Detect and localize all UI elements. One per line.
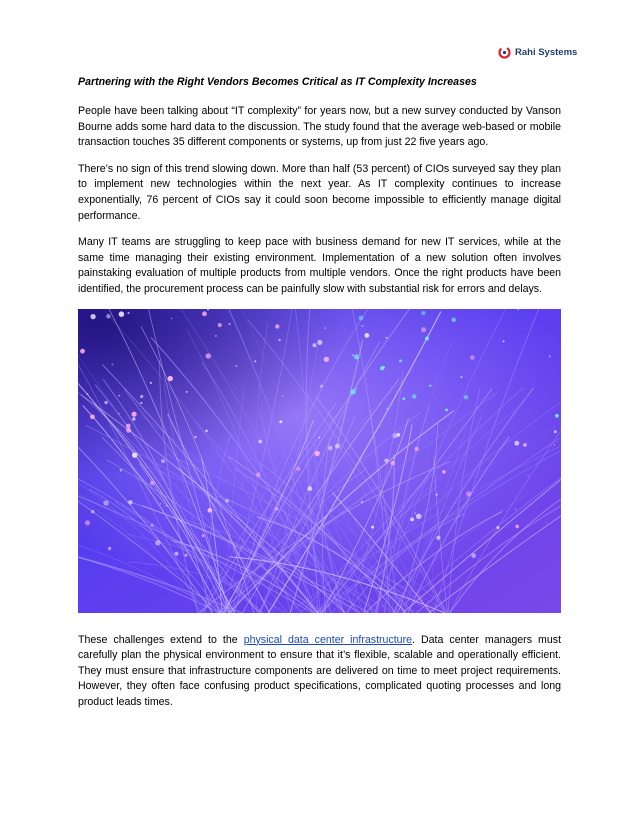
fiber-light-point	[132, 417, 136, 421]
fiber-light-point	[104, 400, 107, 403]
fiber-light-point	[451, 317, 456, 322]
fiber-light-point	[514, 440, 519, 445]
fiber-light-point	[91, 509, 95, 513]
fiber-light-point	[132, 411, 137, 416]
fiber-light-point	[256, 472, 261, 477]
fiber-light-point	[352, 354, 354, 356]
fiber-light-point	[263, 541, 264, 542]
fiber-light-point	[313, 343, 317, 347]
fiber-light-point	[90, 414, 95, 419]
fiber-light-point	[279, 420, 282, 423]
fiber-light-point	[421, 327, 426, 332]
paragraph-4-end: . Data center managers must carefully plan the physical environment to ensure that it’s flexible, scalable and operationally efficient. They must ensure that infrastructure components are delivered on time to meet project requirements. However, they often face confusing product specifications, complicated quoting processes and long product leads times.	[78, 633, 562, 708]
fiber-light-point	[202, 311, 207, 316]
fiber-light-point	[382, 365, 385, 368]
paragraph-4-start: These challenges extend to the	[78, 633, 244, 646]
fiber-light-point	[466, 491, 471, 496]
fiber-light-point	[396, 432, 400, 436]
fiber-light-point	[402, 397, 405, 400]
fiber-light-point	[399, 359, 402, 362]
fiber-light-point	[320, 384, 323, 387]
fiber-light-point	[502, 340, 504, 342]
fiber-light-point	[118, 413, 119, 414]
fiber-light-point	[128, 312, 130, 314]
fiber-light-point	[275, 507, 279, 511]
fiber-light-point	[555, 413, 559, 417]
fiber-light-point	[85, 520, 90, 525]
fiber-light-point	[206, 353, 211, 358]
article-title: Partnering with the Right Vendors Becomes Critical as IT Complexity Increases	[78, 76, 477, 88]
fiber-light-point	[140, 394, 143, 397]
fiber-light-point	[228, 323, 230, 325]
paragraph-1: People have been talking about “IT complexity” for years now, but a new survey conducted by Vanson Bourne adds some hard data to the discussion. The study found that the average web-based or mobile transaction touches 35 different components or systems, up from just 22 five years ago.	[78, 105, 561, 149]
fiber-light-point	[412, 394, 416, 398]
fiber-light-point	[174, 551, 178, 555]
fiber-light-point	[208, 507, 213, 512]
company-logo	[498, 46, 577, 59]
logo-text: Rahi Systems	[515, 47, 578, 58]
fiber-light-point	[168, 375, 173, 380]
fiber-light-point	[436, 535, 440, 539]
fiber-light-point	[278, 338, 280, 340]
fiber-light-point	[242, 482, 243, 483]
fiber-light-point	[359, 315, 364, 320]
paragraph-3: Many IT teams are struggling to keep pace with business demand for new IT services, while at the same time managing their existing environment. Implementation of a new solution often involves painstaking evaluation of multiple products from multiple vendors. Once the right products have been identified, the procurement process can be painfully slow with substantial risk for errors and delays.	[78, 236, 561, 295]
fiber-light-point	[414, 512, 416, 514]
fiber-light-point	[324, 356, 329, 361]
fiber-light-point	[355, 387, 357, 389]
fiber-light-point	[416, 513, 421, 518]
fiber-light-point	[386, 407, 388, 409]
fiber-light-point	[425, 336, 429, 340]
fiber-light-point	[275, 324, 279, 328]
fiber-light-point	[186, 390, 188, 392]
fiber-light-point	[317, 339, 322, 344]
fiber-light-point	[150, 523, 153, 526]
fiber-light-point	[319, 436, 321, 438]
fiber-light-point	[354, 354, 359, 359]
fiber-light-point	[314, 450, 319, 455]
fiber-light-point	[171, 317, 172, 318]
fiber-light-point	[150, 381, 152, 383]
fiber-light-point	[258, 439, 262, 443]
fiber-light-point	[554, 444, 555, 445]
fiber-light-point	[150, 480, 155, 485]
fiber-light-point	[460, 376, 462, 378]
fiber-light-point	[365, 333, 370, 338]
fiber-light-point	[184, 553, 187, 556]
fiber-light-point	[496, 526, 499, 529]
fiber-light-point	[386, 336, 388, 338]
fiber-light-point	[111, 363, 113, 365]
fiber-light-point	[126, 423, 131, 428]
fiber-optic-image	[78, 309, 561, 613]
fiber-light-point	[464, 394, 468, 398]
fiber-light-point	[118, 394, 120, 396]
fiber-light-point	[307, 486, 312, 491]
fiber-light-point	[161, 459, 165, 463]
physical-infrastructure-link[interactable]: physical data center infrastructure	[243, 633, 412, 646]
fiber-light-point	[429, 384, 432, 387]
fiber-light-point	[155, 540, 160, 545]
paragraph-2: There’s no sign of this trend slowing down. More than half (53 percent) of CIOs surveyed say they plan to implement new technologies within the next year. As IT complexity continues to increase exponentially, 76 percent of CIOs say it could soon become impossible to efficiently manage digital performance.	[78, 162, 561, 222]
fiber-light-point	[445, 408, 448, 411]
fiber-light-point	[421, 310, 425, 314]
fiber-light-point	[335, 443, 340, 448]
fiber-light-point	[205, 429, 207, 431]
fiber-light-point	[328, 445, 333, 450]
fiber-light-point	[324, 327, 326, 329]
fiber-light-point	[140, 401, 142, 403]
fiber-light-point	[515, 524, 519, 528]
fiber-light-point	[515, 508, 517, 510]
fiber-light-point	[202, 534, 205, 537]
fiber-light-point	[436, 493, 438, 495]
fiber-light-point	[80, 348, 85, 353]
fiber-light-point	[254, 360, 256, 362]
fiber-light-point	[128, 500, 133, 505]
fiber-light-point	[410, 517, 414, 521]
paragraph-4	[78, 633, 561, 711]
fiber-light-point	[90, 313, 95, 318]
fiber-light-point	[282, 395, 284, 397]
fiber-light-point	[361, 325, 363, 327]
fiber-light-point	[546, 522, 547, 523]
fiber-light-point	[218, 323, 222, 327]
fiber-light-point	[103, 500, 108, 505]
fiber-light-point	[120, 468, 123, 471]
fiber-light-point	[236, 365, 238, 367]
fiber-light-point	[194, 435, 196, 437]
fiber-light-point	[414, 446, 418, 450]
fiber-light-point	[523, 443, 527, 447]
fiber-light-point	[371, 525, 374, 528]
fiber-light-point	[119, 311, 125, 317]
fiber-light-point	[160, 503, 161, 504]
fiber-light-point	[554, 430, 557, 433]
fiber-light-point	[470, 355, 475, 360]
fiber-light-point	[296, 466, 301, 471]
article	[78, 75, 561, 722]
fiber-light-point	[108, 546, 111, 549]
fiber-light-point	[106, 314, 110, 318]
fiber-light-point	[215, 334, 217, 336]
fiber-light-point	[442, 470, 446, 474]
fiber-light-point	[225, 499, 229, 503]
fiber-light-point	[350, 389, 355, 394]
fiber-light-point	[390, 460, 395, 465]
fiber-light-point	[126, 427, 131, 432]
fiber-light-point	[87, 393, 89, 395]
fiber-light-point	[132, 452, 137, 457]
logo-mark-icon	[498, 46, 511, 59]
fiber-light-point	[166, 505, 167, 506]
fiber-light-point	[361, 500, 364, 503]
fiber-light-point	[549, 355, 551, 357]
fiber-light-point	[528, 474, 529, 475]
fiber-light-point	[471, 553, 476, 558]
fiber-light-point	[384, 458, 388, 462]
